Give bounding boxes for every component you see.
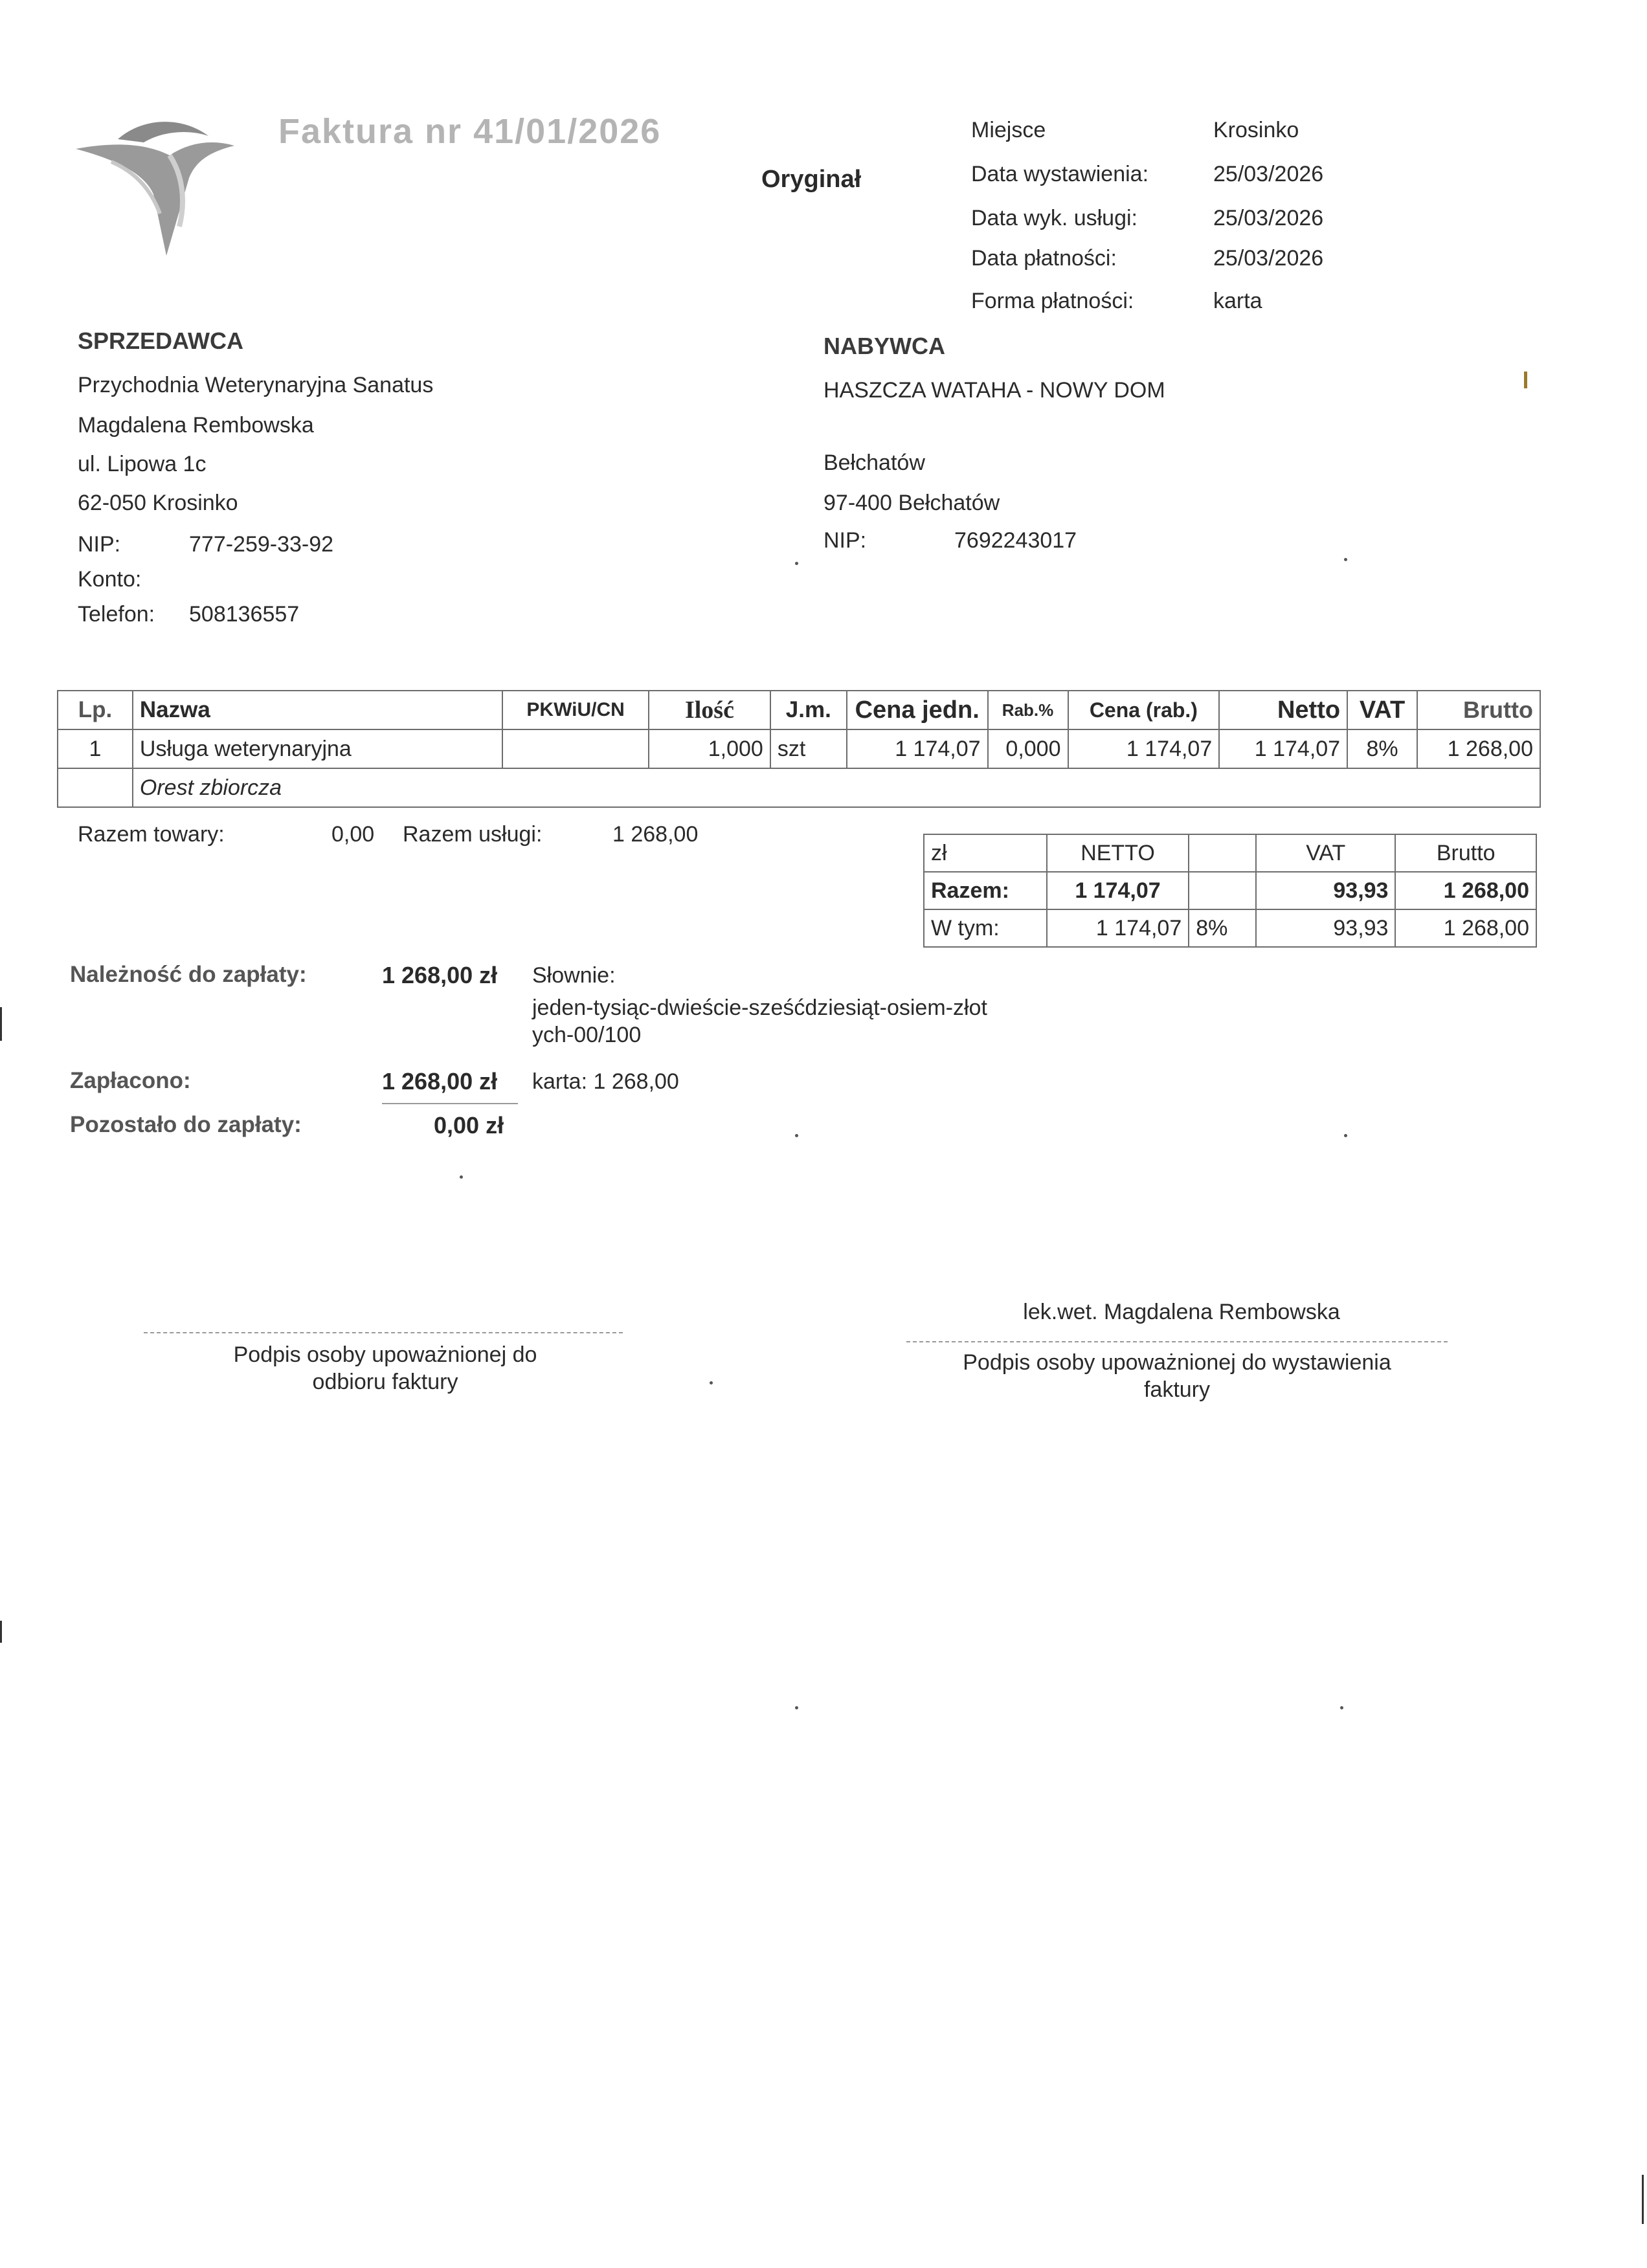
cell-qty: 1,000	[649, 729, 770, 768]
cell-unit: szt	[770, 729, 847, 768]
issuer-name: lek.wet. Magdalena Rembowska	[1023, 1300, 1340, 1324]
meta-value-place: Krosinko	[1213, 118, 1299, 142]
seller-owner: Magdalena Rembowska	[78, 413, 314, 438]
col-pkwiu: PKWiU/CN	[502, 691, 649, 729]
amount-due-value: 1 268,00 zł	[382, 962, 498, 988]
table-row	[58, 729, 1540, 768]
paid-label: Zapłacono:	[70, 1068, 191, 1093]
scan-speck	[460, 1175, 463, 1179]
cell-unit-price: 1 174,07	[847, 729, 988, 768]
amount-words-label: Słownie:	[532, 963, 616, 988]
col-unit: J.m.	[770, 691, 847, 729]
col-lp: Lp.	[58, 691, 133, 729]
scan-edge-mark	[0, 1007, 2, 1041]
vat-including-net: 1 174,07	[1047, 909, 1189, 947]
buyer-nip: 7692243017	[954, 528, 1077, 553]
scan-speck	[710, 1381, 713, 1384]
receiver-caption-line1: Podpis osoby upoważnionej do	[233, 1342, 537, 1367]
meta-label-payment-form: Forma płatności:	[971, 289, 1134, 313]
col-qty: Ilość	[649, 691, 770, 729]
receiver-caption-line2: odbioru faktury	[312, 1370, 458, 1394]
vat-including-label: W tym:	[924, 909, 1047, 947]
cell-net: 1 174,07	[1219, 729, 1347, 768]
seller-nip-label: NIP:	[78, 532, 121, 557]
buyer-name: HASZCZA WATAHA - NOWY DOM	[824, 378, 1165, 403]
vat-col-net: NETTO	[1047, 834, 1189, 872]
amount-words-line2: ych-00/100	[532, 1023, 642, 1047]
meta-label-payment-date: Data płatności:	[971, 246, 1117, 271]
buyer-heading: NABYWCA	[824, 333, 945, 359]
vat-col-rate	[1189, 834, 1256, 872]
col-vat: VAT	[1347, 691, 1417, 729]
scan-edge-mark	[0, 1621, 2, 1643]
buyer-street: Bełchatów	[824, 450, 925, 475]
services-total-label: Razem usługi:	[403, 822, 543, 847]
vat-total-row	[924, 872, 1536, 909]
cell-price-after: 1 174,07	[1068, 729, 1220, 768]
item-note-row	[58, 768, 1540, 807]
remaining-divider	[382, 1103, 518, 1104]
meta-value-issue-date: 25/03/2026	[1213, 162, 1324, 186]
seller-street: ul. Lipowa 1c	[78, 452, 207, 476]
cell-name: Usługa weterynaryjna	[133, 729, 502, 768]
items-table	[57, 690, 1541, 808]
meta-label-place: Miejsce	[971, 118, 1046, 142]
col-net: Netto	[1219, 691, 1347, 729]
col-name: Nazwa	[133, 691, 502, 729]
items-header-row	[58, 691, 1540, 729]
seller-account-label: Konto:	[78, 567, 142, 592]
seller-city: 62-050 Krosinko	[78, 491, 238, 515]
seller-phone: 508136557	[189, 602, 300, 627]
scan-speck	[1344, 558, 1347, 561]
scan-speck	[1340, 1706, 1343, 1709]
vat-total-label: Razem:	[924, 872, 1047, 909]
buyer-city: 97-400 Bełchatów	[824, 491, 1000, 515]
meta-value-service-date: 25/03/2026	[1213, 206, 1324, 230]
goods-total-value: 0,00	[331, 822, 375, 847]
services-total-value: 1 268,00	[612, 822, 699, 847]
scan-speck	[795, 1134, 798, 1137]
vat-including-rate: 8%	[1189, 909, 1256, 947]
remaining-label: Pozostało do zapłaty:	[70, 1112, 302, 1137]
cell-lp: 1	[58, 729, 133, 768]
col-gross: Brutto	[1417, 691, 1540, 729]
vat-including-row	[924, 909, 1536, 947]
paid-method: karta: 1 268,00	[532, 1069, 679, 1094]
vat-total-net: 1 174,07	[1047, 872, 1189, 909]
vat-including-vat: 93,93	[1256, 909, 1395, 947]
col-price-after: Cena (rab.)	[1068, 691, 1220, 729]
receiver-signature-line	[144, 1332, 623, 1333]
vat-total-gross: 1 268,00	[1395, 872, 1536, 909]
amount-words-line1: jeden-tysiąc-dwieście-sześćdziesiąt-osiem-złot	[532, 995, 987, 1020]
issuer-signature-line	[906, 1341, 1448, 1342]
scan-edge-mark	[1524, 372, 1527, 388]
cell-gross: 1 268,00	[1417, 729, 1540, 768]
amount-due-label: Należność do zapłaty:	[70, 962, 307, 987]
seller-heading: SPRZEDAWCA	[78, 328, 244, 354]
goods-total-label: Razem towary:	[78, 822, 225, 847]
cell-vat: 8%	[1347, 729, 1417, 768]
scan-speck	[795, 562, 798, 565]
meta-value-payment-form: karta	[1213, 289, 1262, 313]
vat-col-vat: VAT	[1256, 834, 1395, 872]
vat-total-vat: 93,93	[1256, 872, 1395, 909]
scan-speck	[1344, 1134, 1347, 1137]
scan-edge-mark	[1642, 2175, 1644, 2224]
seller-name: Przychodnia Weterynaryjna Sanatus	[78, 373, 434, 397]
buyer-nip-label: NIP:	[824, 528, 867, 553]
col-unit-price: Cena jedn.	[847, 691, 988, 729]
seller-nip: 777-259-33-92	[189, 532, 334, 557]
vat-col-gross: Brutto	[1395, 834, 1536, 872]
meta-label-service-date: Data wyk. usługi:	[971, 206, 1137, 230]
cell-pkwiu	[502, 729, 649, 768]
invoice-title: Faktura nr 41/01/2026	[278, 112, 662, 151]
vat-including-gross: 1 268,00	[1395, 909, 1536, 947]
cell-discount: 0,000	[988, 729, 1068, 768]
scan-speck	[795, 1706, 798, 1709]
meta-label-issue-date: Data wystawienia:	[971, 162, 1149, 186]
vat-col-currency: zł	[924, 834, 1047, 872]
seller-phone-label: Telefon:	[78, 602, 155, 627]
issuer-caption-line2: faktury	[1143, 1377, 1211, 1402]
item-note: Orest zbiorcza	[133, 768, 1540, 807]
vat-header-row	[924, 834, 1536, 872]
issuer-caption-line1: Podpis osoby upoważnionej do wystawienia	[963, 1350, 1391, 1375]
col-discount: Rab.%	[988, 691, 1068, 729]
vat-total-rate	[1189, 872, 1256, 909]
paid-value: 1 268,00 zł	[382, 1068, 498, 1095]
copy-label: Oryginał	[761, 166, 862, 193]
clinic-logo-icon	[73, 117, 247, 278]
meta-value-payment-date: 25/03/2026	[1213, 246, 1324, 271]
remaining-value: 0,00 zł	[434, 1112, 504, 1139]
cell-note-blank	[58, 768, 133, 807]
vat-summary-table	[923, 834, 1537, 948]
